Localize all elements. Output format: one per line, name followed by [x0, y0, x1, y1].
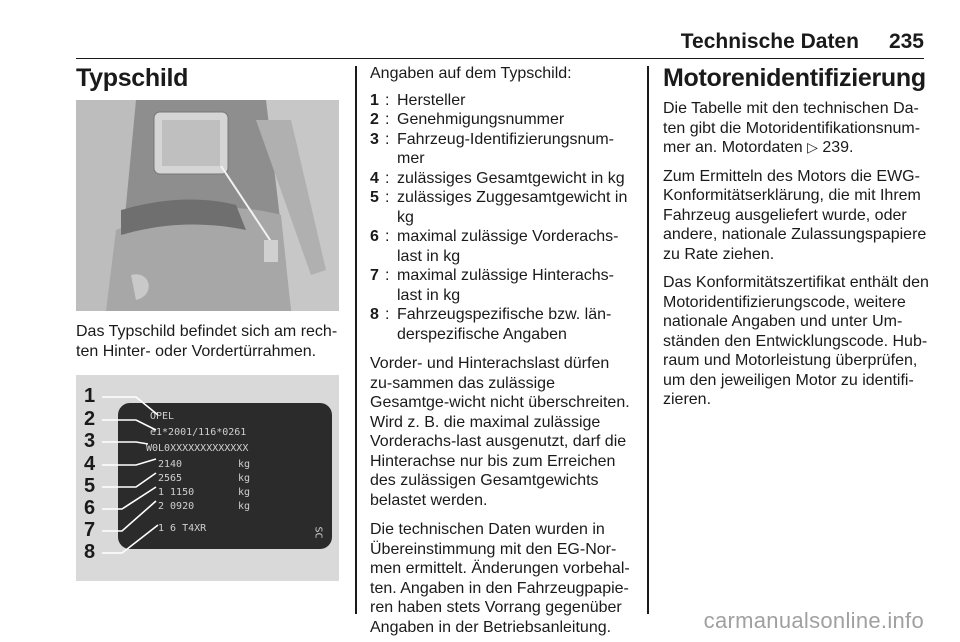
section-heading-motorenidentifizierung: Motorenidentifizierung	[663, 64, 926, 92]
list-item: 5 : zulässiges Zuggesamtgewicht in kg	[370, 189, 628, 226]
motordaten-page-link[interactable]: 239.	[822, 139, 854, 156]
plate-unit-2: kg	[238, 473, 251, 484]
callout-5: 5	[84, 475, 96, 497]
list-item: 2 : Genehmigungsnummer	[370, 111, 565, 128]
typschild-location-caption: Das Typschild befindet sich am rech-ten Hinter- oder Vordertürrahmen.	[76, 323, 338, 360]
plate-line-8: 1 6 T4XR	[158, 523, 207, 534]
page-number: 235	[888, 30, 924, 53]
door-frame-illustration	[76, 100, 339, 311]
list-item: 3 : Fahrzeug-Identifizierungsnum-mer	[370, 130, 614, 167]
plate-unit-3: kg	[238, 487, 251, 498]
list-item: 7 : maximal zulässige Hinterachs-last in kg	[370, 267, 614, 304]
plate-line-7: 2 0920	[158, 501, 195, 512]
triangle-right-icon: ▷	[807, 139, 818, 155]
plate-info-list	[370, 91, 632, 345]
plate-line-1: OPEL	[150, 411, 175, 422]
list-item: 4 : zulässiges Gesamtgewicht in kg	[370, 169, 625, 187]
callout-3: 3	[84, 430, 96, 452]
callout-lines	[76, 375, 339, 581]
callout-6: 6	[84, 497, 96, 519]
plate-info-intro: Angaben auf dem Typschild:	[370, 65, 572, 82]
header-title: Technische Daten	[680, 30, 859, 53]
engine-id-paragraph-2: Zum Ermitteln des Motors die EWG-Konformitätserklärung, die mit Ihrem Fahrzeug ausgeliefert wurde, oder andere, nationale Zulassungspapiere zu Rate ziehen.	[663, 167, 927, 263]
column-1	[76, 64, 188, 93]
plate-line-5: 2565	[158, 473, 183, 484]
column-divider-2	[647, 66, 649, 614]
column-divider-1	[355, 66, 357, 614]
plate-line-2: e1*2001/116*0261	[150, 427, 247, 438]
plate-unit-4: kg	[238, 501, 251, 512]
engine-id-paragraph-3: Das Konformitätszertifikat enthält den Motoridentifizierungscode, weitere nationale Angaben und unter Um-ständen den Entwicklungscode. Hub-raum und Motorleistung überprüfen, um den jeweiligen Motor zu identifi-zieren.	[663, 274, 929, 408]
plate-line-3: W0L0XXXXXXXXXXXXX	[146, 443, 249, 454]
engine-id-paragraph-1: Die Tabelle mit den technischen Da-ten gibt die Motoridentifikationsnum-mer an. Motordaten ▷ 239.	[663, 100, 921, 156]
page-header	[76, 26, 924, 59]
column-2	[370, 64, 632, 637]
callout-4: 4	[84, 453, 96, 475]
type-plate-diagram	[76, 375, 339, 581]
axle-load-paragraph: Vorder- und Hinterachslast dürfen zu-sammen das zulässige Gesamtge-wicht nicht überschreiten. Wird z. B. die maximal zulässige Vorderachs-last ausgenutzt, darf die Hinterachse nur bis zum Erreichen des zulässigen Gesamtgewichts belastet werden.	[370, 355, 630, 509]
list-item: 8 : Fahrzeugspezifische bzw. län-derspezifische Angaben	[370, 306, 612, 343]
list-item: 6 : maximal zulässige Vorderachs-last in kg	[370, 228, 619, 265]
plate-side-code: SC	[312, 526, 324, 539]
plate-unit-1: kg	[238, 459, 251, 470]
plate-line-4: 2140	[158, 459, 183, 470]
plate-line-6: 1 1150	[158, 487, 195, 498]
technical-data-paragraph: Die technischen Daten wurden in Übereinstimmung mit den EG-Nor-men ermittelt. Änderungen vorbehal-ten. Angaben in den Fahrzeugpapie-ren haben stets Vorrang gegenüber Angaben in der Betriebsanleitung.	[370, 521, 630, 636]
list-item: 1 : Hersteller	[370, 91, 466, 109]
column-3	[663, 64, 933, 410]
callout-7: 7	[84, 519, 96, 541]
section-heading-typschild: Typschild	[76, 64, 189, 92]
watermark: carmanualsonline.info	[703, 608, 924, 633]
callout-2: 2	[84, 408, 96, 430]
callout-8: 8	[84, 541, 96, 563]
callout-1: 1	[84, 385, 96, 407]
door-frame-photo	[76, 100, 339, 311]
